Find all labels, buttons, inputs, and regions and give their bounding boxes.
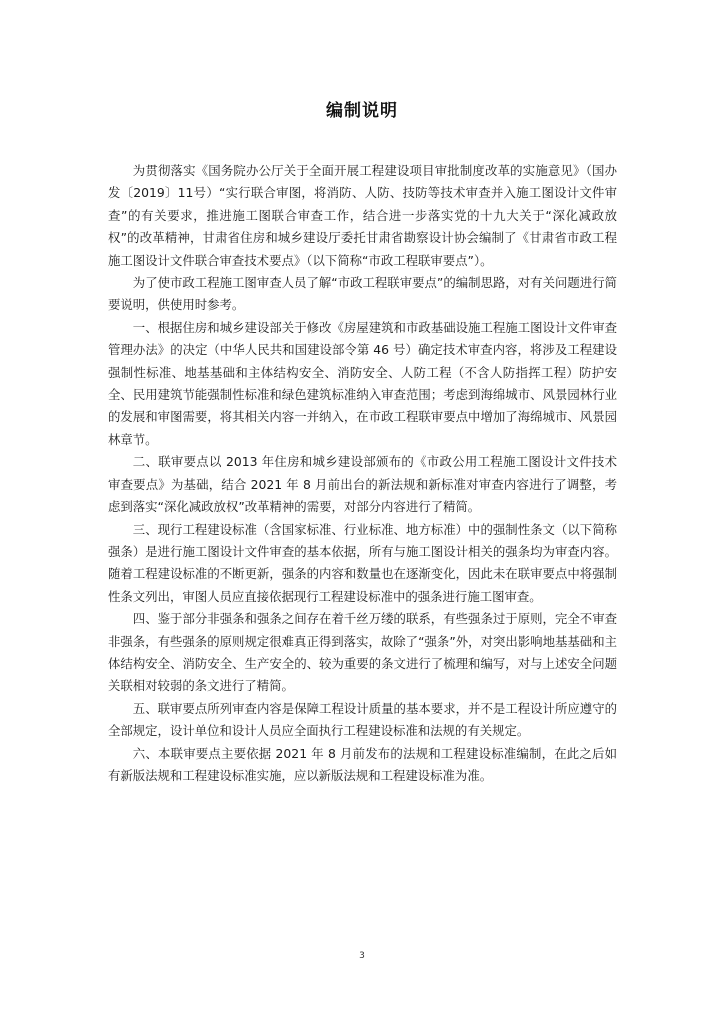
paragraph-item-1: 一、根据住房和城乡建设部关于修改《房屋建筑和市政基础设施工程施工图设计文件审查管理办法》的决定（中华人民共和国建设部令第 46 号）确定技术审查内容，将涉及工程建设强制性标准、地基基础和主体结构安全、消防安全、人防工程（不含人防指挥工程）防护安全、民用建筑节能强制性标准和绿色建筑标准纳入审查范围；考虑到海绵城市、风景园林行业的发展和审图需要，将其相关内容一并纳入，在市政工程联审要点中增加了海绵城市、风景园林章节。 [108,319,617,447]
paragraph-item-2: 二、联审要点以 2013 年住房和城乡建设部颁布的《市政公用工程施工图设计文件技术审查要点》为基础，结合 2021 年 8 月前出台的新法规和新标准对审查内容进行了调整，考虑到落实“深化减政放权”改革精神的需要，对部分内容进行了精简。 [108,454,617,515]
paragraph-item-6: 六、本联审要点主要依据 2021 年 8 月前发布的法规和工程建设标准编制，在此之后如有新版法规和工程建设标准实施，应以新版法规和工程建设标准为准。 [108,745,617,783]
paragraph-purpose: 为了使市政工程施工图审查人员了解“市政工程联审要点”的编制思路，对有关问题进行简要说明，供使用时参考。 [108,275,617,313]
page-number: 3 [359,951,365,961]
page-title: 编制说明 [326,101,398,121]
paragraph-item-3: 三、现行工程建设标准（含国家标准、行业标准、地方标准）中的强制性条文（以下简称强条）是进行施工图设计文件审查的基本依据，所有与施工图设计相关的强条均为审查内容。随着工程建设标准的不断更新，强条的内容和数量也在逐渐变化，因此未在联审要点中将强制性条文列出，审图人员应直接依据现行工程建设标准中的强条进行施工图审查。 [108,521,617,604]
paragraph-item-5: 五、联审要点所列审查内容是保障工程设计质量的基本要求，并不是工程设计所应遵守的全部规定，设计单位和设计人员应全面执行工程建设标准和法规的有关规定。 [108,700,617,739]
paragraph-item-4: 四、鉴于部分非强条和强条之间存在着千丝万缕的联系，有些强条过于原则，完全不审查非强条，有些强条的原则规定很难真正得到落实，故除了“强条”外，对突出影响地基基础和主体结构安全、消防安全、生产安全的、较为重要的条文进行了梳理和编写，对与上述安全问题关联相对较弱的条文进行了精简。 [108,611,617,694]
document-body [108,160,617,787]
paragraph-intro: 为贯彻落实《国务院办公厅关于全面开展工程建设项目审批制度改革的实施意见》（国办发〔2019〕11号）“实行联合审图，将消防、人防、技防等技术审查并入施工图设计文件审查”的有关要求，推进施工图联合审查工作，结合进一步落实党的十九大关于“深化减政放权”的改革精神，甘肃省住房和城乡建设厅委托甘肃省勘察设计协会编制了《甘肃省市政工程施工图设计文件联合审查技术要点》（以下简称“市政工程联审要点”）。 [108,163,617,268]
